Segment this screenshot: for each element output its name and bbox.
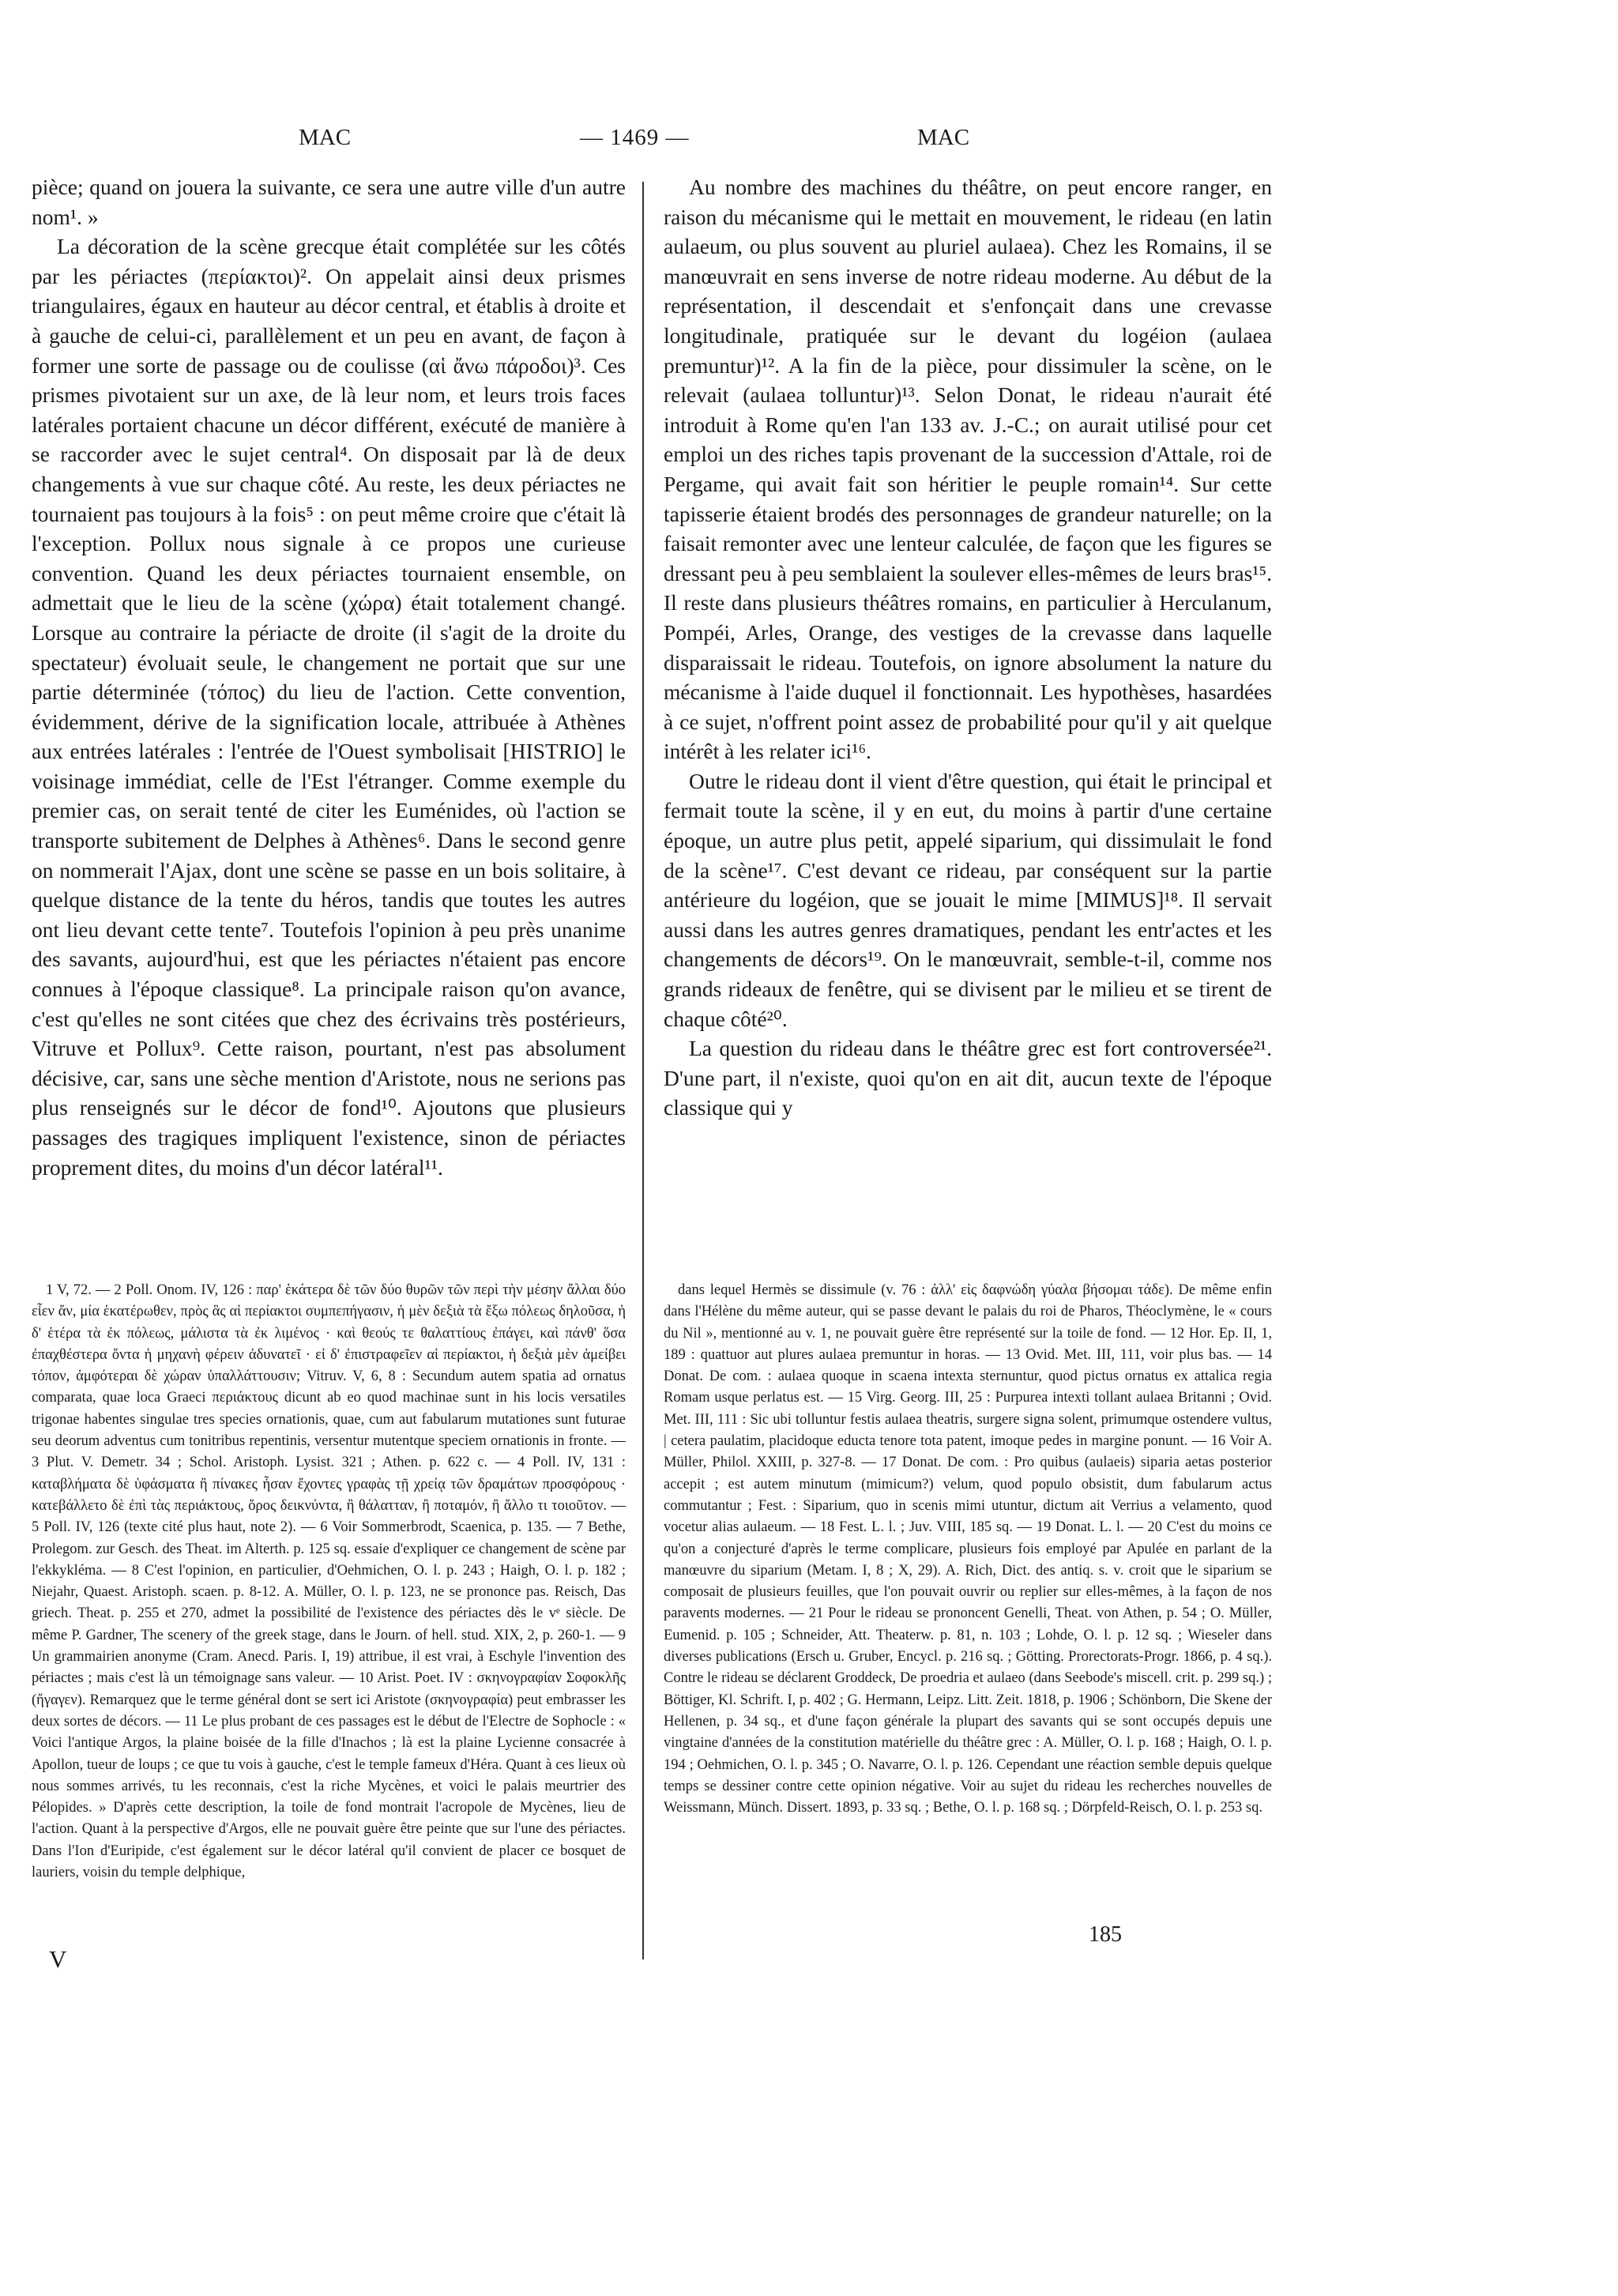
running-header xyxy=(0,125,1618,156)
paragraph: Outre le rideau dont il vient d'être question, qui était le principal et fermait toute la scène, il y en eut, du moins à partir d'une certaine époque, un autre plus petit, appelé siparium, qui dissimulait le fond de la scène¹⁷. C'est devant ce rideau, par conséquent sur la partie antérieure du logéion, que se jouait le mime [MIMUS]¹⁸. Il servait aussi dans les autres genres dramatiques, pendant les entr'actes et les changements de décors¹⁹. On le manœuvrait, semble-t-il, comme nos grands rideaux de fenêtre, qui se divisent par le milieu et se tirent de chaque côté²⁰. xyxy=(664,768,1272,1031)
header-left-keyword: MAC xyxy=(299,125,352,150)
footnotes-left xyxy=(32,1280,626,1884)
sheet-number: 185 xyxy=(1089,1922,1122,1947)
paragraph: La question du rideau dans le théâtre grec est fort controversée²¹. D'une part, il n'existe, quoi qu'on en ait dit, aucun texte de l'époque classique qui y xyxy=(664,1036,1272,1120)
paragraph: pièce; quand on jouera la suivante, ce sera une autre ville d'un autre nom¹. » xyxy=(32,175,626,229)
left-column xyxy=(32,172,626,1182)
column-divider xyxy=(642,182,644,1959)
footnote-block: dans lequel Hermès se dissimule (v. 76 : ἀλλ' εἰς δαφνώδη γύαλα βήσομαι τάδε). De même enfin dans l'Hélène du même auteur, qui se passe devant le palais du roi de Pharos, Théoclymène, le « cours du Nil », mentionné au v. 1, ne pouvait guère être représenté sur la toile de fond. — 12 Hor. Ep. II, 1, 189 : quattuor aut plures aulaea premuntur in horas. — 13 Ovid. Met. III, 111, voir plus bas. — 14 Donat. De com. : aulaea quoque in scaena intexta sternuntur, quod pictus ornatus ex attalica regia Romam usque perlatus est. — 15 Virg. Georg. III, 25 : Purpurea intexti tollant aulaea Britanni ; Ovid. Met. III, 111 : Sic ubi tolluntur festis aulaea theatris, surgere signa solent, primumque ostendere vultus, | cetera paulatim, placidoque educta tenore tota patent, imoque pedes in margine ponunt. — 16 Voir A. Müller, Philol. XXIII, p. 327-8. — 17 Donat. De com. : Pro quibus (aulaeis) siparia aetas posterior accepit ; est autem minutum (mimicum?) velum, quod populo obsistit, dum fabularum actus commutantur ; Fest. : Siparium, quo in scenis mimi utuntur, dictum ait Verrius a velamento, quod vocetur alias aulaeum. — 18 Fest. L. l. ; Juv. VIII, 185 sq. — 19 Donat. L. l. — 20 C'est du moins ce qu'on a conjecturé d'après le terme complicare, plusieurs fois employé par Apulée en parlant de la manœuvre du siparium (Metam. I, 8 ; X, 29). A. Rich, Dict. des antiq. s. v. croit que le siparium se composait de plusieurs feuilles, que l'on pouvait ouvrir ou replier sur elles-mêmes, à la façon de nos paravents modernes. — 21 Pour le rideau se prononcent Genelli, Theat. von Athen, p. 54 ; O. Müller, Eumenid. p. 105 ; Schneider, Att. Theaterw. p. 81, n. 103 ; Lohde, O. l. p. 12 sq. ; Wieseler dans diverses publications (Ersch u. Gruber, Encycl. p. 216 sq. ; Götting. Prorectorats-Progr. 1866, p. 4 sq.). Contre le rideau se déclarent Groddeck, De proedria et aulaeo (dans Seebode's miscell. crit. p. 299 sq.) ; Böttiger, Kl. Schrift. I, p. 402 ; G. Hermann, Leipz. Litt. Zeit. 1818, p. 1906 ; Schönborn, Die Skene der Hellenen, p. 34 sq., et d'une façon générale la plupart des savants qui se sont occupés depuis une vingtaine d'années de la constitution matérielle du théâtre grec : A. Müller, O. l. p. 168 ; Haigh, O. l. p. 194 ; Oehmichen, O. l. p. 345 ; O. Navarre, O. l. p. 126. Cependant une réaction semble depuis quelque temps se dessiner contre cette opinion négative. Voir au sujet du rideau les recherches nouvelles de Weissmann, Münch. Dissert. 1893, p. 33 sq. ; Bethe, O. l. p. 168 sq. ; Dörpfeld-Reisch, O. l. p. 253 sq. xyxy=(664,1282,1272,1816)
paragraph: Au nombre des machines du théâtre, on peut encore ranger, en raison du mécanisme qui le mettait en mouvement, le rideau (en latin aulaeum, ou plus souvent au pluriel aulaea). Chez les Romains, il se manœuvrait en sens inverse de notre rideau moderne. Au début de la représentation, il descendait et s'enfonçait dans une crevasse longitudinale, pratiquée sur le devant du logéion (aulaea premuntur)¹². A la fin de la pièce, pour dissimuler la scène, on le relevait (aulaea tolluntur)¹³. Selon Donat, le rideau n'aurait été introduit à Rome qu'en l'an 133 av. J.-C.; on aurait utilisé pour cet emploi un des riches tapis provenant de la succession d'Attale, roi de Pergame, qui avait fait son héritier le peuple romain¹⁴. Sur cette tapisserie étaient brodés des personnages de grandeur naturelle; on la faisait remonter avec une lenteur calculée, de façon que les figures se dressant peu à peu semblaient la soulever elles-mêmes de leurs bras¹⁵. Il reste dans plusieurs théâtres romains, en particulier à Herculanum, Pompéi, Arles, Orange, des vestiges de la crevasse dans laquelle disparaissait le rideau. Toutefois, on ignore absolument la nature du mécanisme à l'aide duquel il fonctionnait. Les hypothèses, hasardées à ce sujet, n'offrent point assez de probabilité pour qu'il y ait quelque intérêt à les relater ici¹⁶. xyxy=(664,175,1272,764)
footnotes-right xyxy=(664,1280,1272,1819)
page-number: — 1469 — xyxy=(580,125,690,150)
right-column xyxy=(664,172,1272,1123)
paragraph: La décoration de la scène grecque était complétée sur les côtés par les périactes (περίακτοι)². On appelait ainsi deux prismes triangulaires, égaux en hauteur au décor central, et établis à droite et à gauche de celui-ci, parallèlement et un peu en avant, de façon à former une sorte de passage ou de coulisse (αἱ ἄνω πάροδοι)³. Ces prismes pivotaient sur un axe, de là leur nom, et leurs trois faces latérales portaient chacune un décor différent, exécuté de manière à se raccorder avec le sujet central⁴. On disposait par là de deux changements à vue sur chaque côté. Au reste, les deux périactes ne tournaient pas toujours à la fois⁵ : on peut même croire que c'était là l'exception. Pollux nous signale à ce propos une curieuse convention. Quand les deux périactes tournaient ensemble, on admettait que le lieu de la scène (χώρα) était totalement changé. Lorsque au contraire la périacte de droite (il s'agit de la droite du spectateur) évoluait seule, le changement ne portait que sur une partie déterminée (τόπος) du lieu de l'action. Cette convention, évidemment, dérive de la signification locale, attribuée à Athènes aux entrées latérales : l'entrée de l'Ouest symbolisait [HISTRIO] le voisinage immédiat, celle de l'Est l'étranger. Comme exemple du premier cas, on serait tenté de citer les Euménides, où l'action se transporte subitement de Delphes à Athènes⁶. Dans le second genre on nommerait l'Ajax, dont une scène se passe en un bois solitaire, à quelque distance de la tente du héros, tandis que toutes les autres ont lieu devant cette tente⁷. Toutefois l'opinion à peu près unanime des savants, aujourd'hui, est que les périactes n'étaient pas encore connues à l'époque classique⁸. La principale raison qu'on avance, c'est qu'elles ne sont citées que chez des écrivains très postérieurs, Vitruve et Pollux⁹. Cette raison, pourtant, n'est pas absolument décisive, car, sans une sèche mention d'Aristote, nous ne serions pas plus renseignés sur le décor de fond¹⁰. Ajoutons que plusieurs passages des tragiques impliquent l'existence, sinon de périactes proprement dites, du moins d'un décor latéral¹¹. xyxy=(32,234,626,1180)
header-right-keyword: MAC xyxy=(917,125,970,150)
signature-mark: V xyxy=(49,1945,67,1973)
footnote-block: 1 V, 72. — 2 Poll. Onom. IV, 126 : παρ' ἑκάτερα δὲ τῶν δύο θυρῶν τῶν περὶ τὴν μέσην ἄλλαι δύο εἶεν ἄν, μία ἑκατέρωθεν, πρὸς ἃς αἱ περίακτοι συμπεπήγασιν, ἡ μὲν δεξιὰ τὰ ἔξω πόλεως δηλοῦσα, ἡ δ' ἑτέρα τὰ ἐκ πόλεως, μάλιστα τὰ ἐκ λιμένος · καὶ θεούς τε θαλαττίους ἐπάγει, καὶ πάνθ' ὅσα ἐπαχθέστερα ὄντα ἡ μηχανὴ φέρειν ἀδυνατεῖ · εἰ δ' ἐπιστραφεῖεν αἱ περίακτοι, ἡ δεξιὰ μὲν ἀμείβει τόπον, ἀμφότεραι δὲ χώραν ὑπαλλάττουσιν; Vitruv. V, 6, 8 : Secundum autem spatia ad ornatus comparata, quae loca Graeci περιάκτους dicunt ab eo quod machinae sunt in his locis versatiles trigonae habentes singulae tres species ornationis, quae, cum aut fabularum mutationes sunt futurae seu deorum adventus cum tonitribus repentinis, versentur mutentque speciem ornationis in fronte. — 3 Plut. V. Demetr. 34 ; Schol. Aristoph. Lysist. 321 ; Athen. p. 622 c. — 4 Poll. IV, 131 : καταβλήματα δὲ ὑφάσματα ἢ πίνακες ἦσαν ἔχοντες γραφὰς τῇ χρείᾳ τῶν δραμάτων προσφόρους · κατεβάλλετο δὲ ἐπὶ τὰς περιάκτους, ὄρος δεικνύντα, ἢ θάλατταν, ἢ ποταμόν, ἢ ἄλλο τι τοιοῦτον. — 5 Poll. IV, 126 (texte cité plus haut, note 2). — 6 Voir Sommerbrodt, Scaenica, p. 135. — 7 Bethe, Prolegom. zur Gesch. des Theat. im Alterth. p. 125 sq. essaie d'expliquer ce changement de scène par l'ekkykléma. — 8 C'est l'opinion, en particulier, d'Oehmichen, O. l. p. 243 ; Haigh, O. l. p. 182 ; Niejahr, Quaest. Aristoph. scaen. p. 8-12. A. Müller, O. l. p. 123, ne se prononce pas. Reisch, Das griech. Theat. p. 255 et 270, admet la possibilité de l'existence des périactes dès le vᵉ siècle. De même P. Gardner, The scenery of the greek stage, dans le Journ. of hell. stud. XIX, 2, p. 260-1. — 9 Un grammairien anonyme (Cram. Anecd. Paris. I, 19) attribue, il est vrai, à Eschyle l'invention des périactes ; mais c'est là un témoignage sans valeur. — 10 Arist. Poet. IV : σκηνογραφίαν Σοφοκλῆς (ἤγαγεν). Remarquez que le terme général dont se sert ici Aristote (σκηνογραφία) peut embrasser les deux sortes de décors. — 11 Le plus probant de ces passages est le début de l'Electre de Sophocle : « Voici l'antique Argos, la plaine boisée de la fille d'Inachos ; là est la plaine Lycienne consacrée à Apollon, tueur de loups ; ce que tu vois à gauche, c'est le temple fameux d'Héra. Quant à ces lieux où nous sommes arrivés, tu les reconnais, c'est la riche Mycènes, et voici le palais meurtrier des Pélopides. » D'après cette description, la toile de fond montrait l'acropole de Mycènes, lieu de l'action. Quant à la perspective d'Argos, elle ne pouvait guère être peinte que sur l'une des périactes. Dans l'Ion d'Euripide, c'est également sur le décor latéral qu'il convient de placer ce bosquet de lauriers, voisin du temple delphique, xyxy=(32,1282,626,1881)
